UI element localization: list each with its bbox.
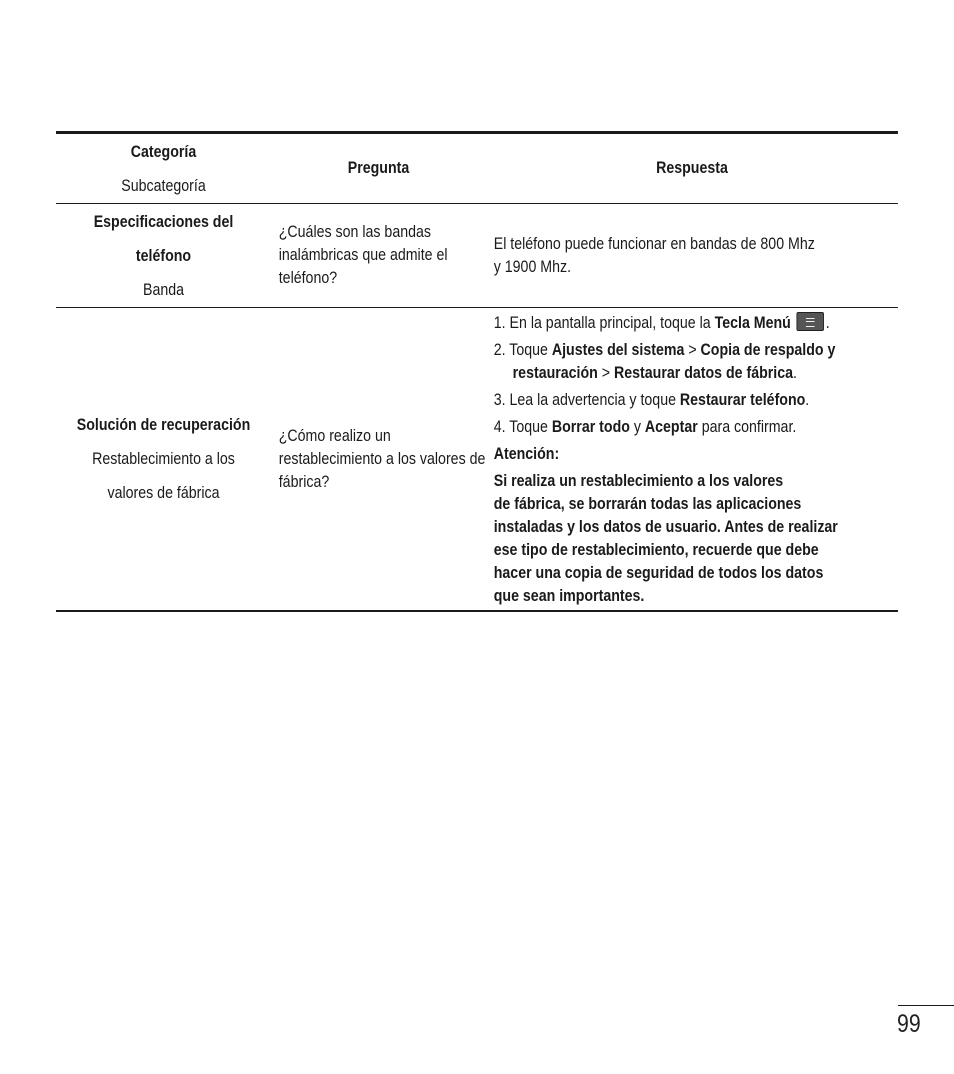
step-bold: Restaurar teléfono xyxy=(679,390,806,409)
answer-line: y 1900 Mhz. xyxy=(493,257,572,276)
step-text: 2. Toque xyxy=(493,340,552,359)
step-bold: Copia de respaldo y xyxy=(700,340,836,359)
page-number-rule xyxy=(898,1005,954,1006)
step-bold: Borrar todo xyxy=(551,417,630,436)
header-answer-cell xyxy=(486,134,898,203)
step-bold: restauración xyxy=(512,363,598,382)
step-text: para confirmar. xyxy=(697,417,797,436)
menu-key-icon xyxy=(797,312,825,331)
warning-line: Si realiza un restablecimiento a los valores xyxy=(493,471,784,490)
subcategory: Banda xyxy=(142,280,185,299)
category-line: teléfono xyxy=(135,246,192,265)
step-text: > xyxy=(684,340,701,359)
warning-line: de fábrica, se borrarán todas las aplicaciones xyxy=(493,494,802,513)
answer-cell xyxy=(486,308,898,610)
table-row xyxy=(56,204,898,308)
step-2 xyxy=(494,339,898,385)
step-text: 3. Lea la advertencia y toque xyxy=(493,390,680,409)
warning-line: que sean importantes. xyxy=(493,586,645,605)
answer-cell xyxy=(486,204,898,307)
step-text: y xyxy=(629,417,645,436)
table-row xyxy=(56,308,898,610)
header-question-cell xyxy=(271,134,486,203)
category-cell xyxy=(56,204,271,307)
table-header-row xyxy=(56,134,898,204)
subcategory-line: Restablecimiento a los xyxy=(92,450,235,468)
step-text: . xyxy=(805,390,810,409)
category: Solución de recuperación xyxy=(76,416,251,434)
warning-line: hacer una copia de seguridad de todos los datos xyxy=(493,563,824,582)
attention-label: Atención: xyxy=(493,444,560,463)
step-text: 1. En la pantalla principal, toque la xyxy=(493,313,715,332)
step-1 xyxy=(494,312,898,335)
step-bold: Aceptar xyxy=(644,417,698,436)
step-3 xyxy=(494,389,898,412)
answer-line: El teléfono puede funcionar en bandas de 800 Mhz xyxy=(493,234,815,253)
step-text: . xyxy=(793,363,797,382)
warning-text xyxy=(494,470,898,608)
subcategory-line: valores de fábrica xyxy=(107,484,220,502)
question-text: ¿Cómo realizo un restablecimiento a los valores de fábrica? xyxy=(278,426,486,491)
step-bold: Ajustes del sistema xyxy=(551,340,685,359)
header-category-cell xyxy=(56,134,271,203)
step-text: 4. Toque xyxy=(493,417,552,436)
step-4 xyxy=(494,416,898,439)
category-cell xyxy=(56,308,271,610)
faq-table xyxy=(56,131,898,612)
warning-line: instaladas y los datos de usuario. Antes de realizar xyxy=(493,517,838,536)
header-category: Categoría xyxy=(130,142,197,161)
step-bold: Restaurar datos de fábrica xyxy=(614,363,794,382)
header-question: Pregunta xyxy=(347,159,410,177)
header-answer: Respuesta xyxy=(656,159,728,177)
question-cell xyxy=(271,204,486,307)
warning-line: ese tipo de restablecimiento, recuerde que debe xyxy=(493,540,819,559)
step-2-continued xyxy=(494,362,898,385)
step-bold: Tecla Menú xyxy=(714,313,791,332)
category-line: Especificaciones del xyxy=(93,212,234,231)
step-text: . xyxy=(825,313,830,332)
header-subcategory: Subcategoría xyxy=(121,176,206,195)
question-text: ¿Cuáles son las bandas inalámbricas que admite el teléfono? xyxy=(278,223,448,287)
page-number: 99 xyxy=(897,1010,921,1038)
question-cell xyxy=(271,308,486,610)
step-text: > xyxy=(597,363,615,382)
